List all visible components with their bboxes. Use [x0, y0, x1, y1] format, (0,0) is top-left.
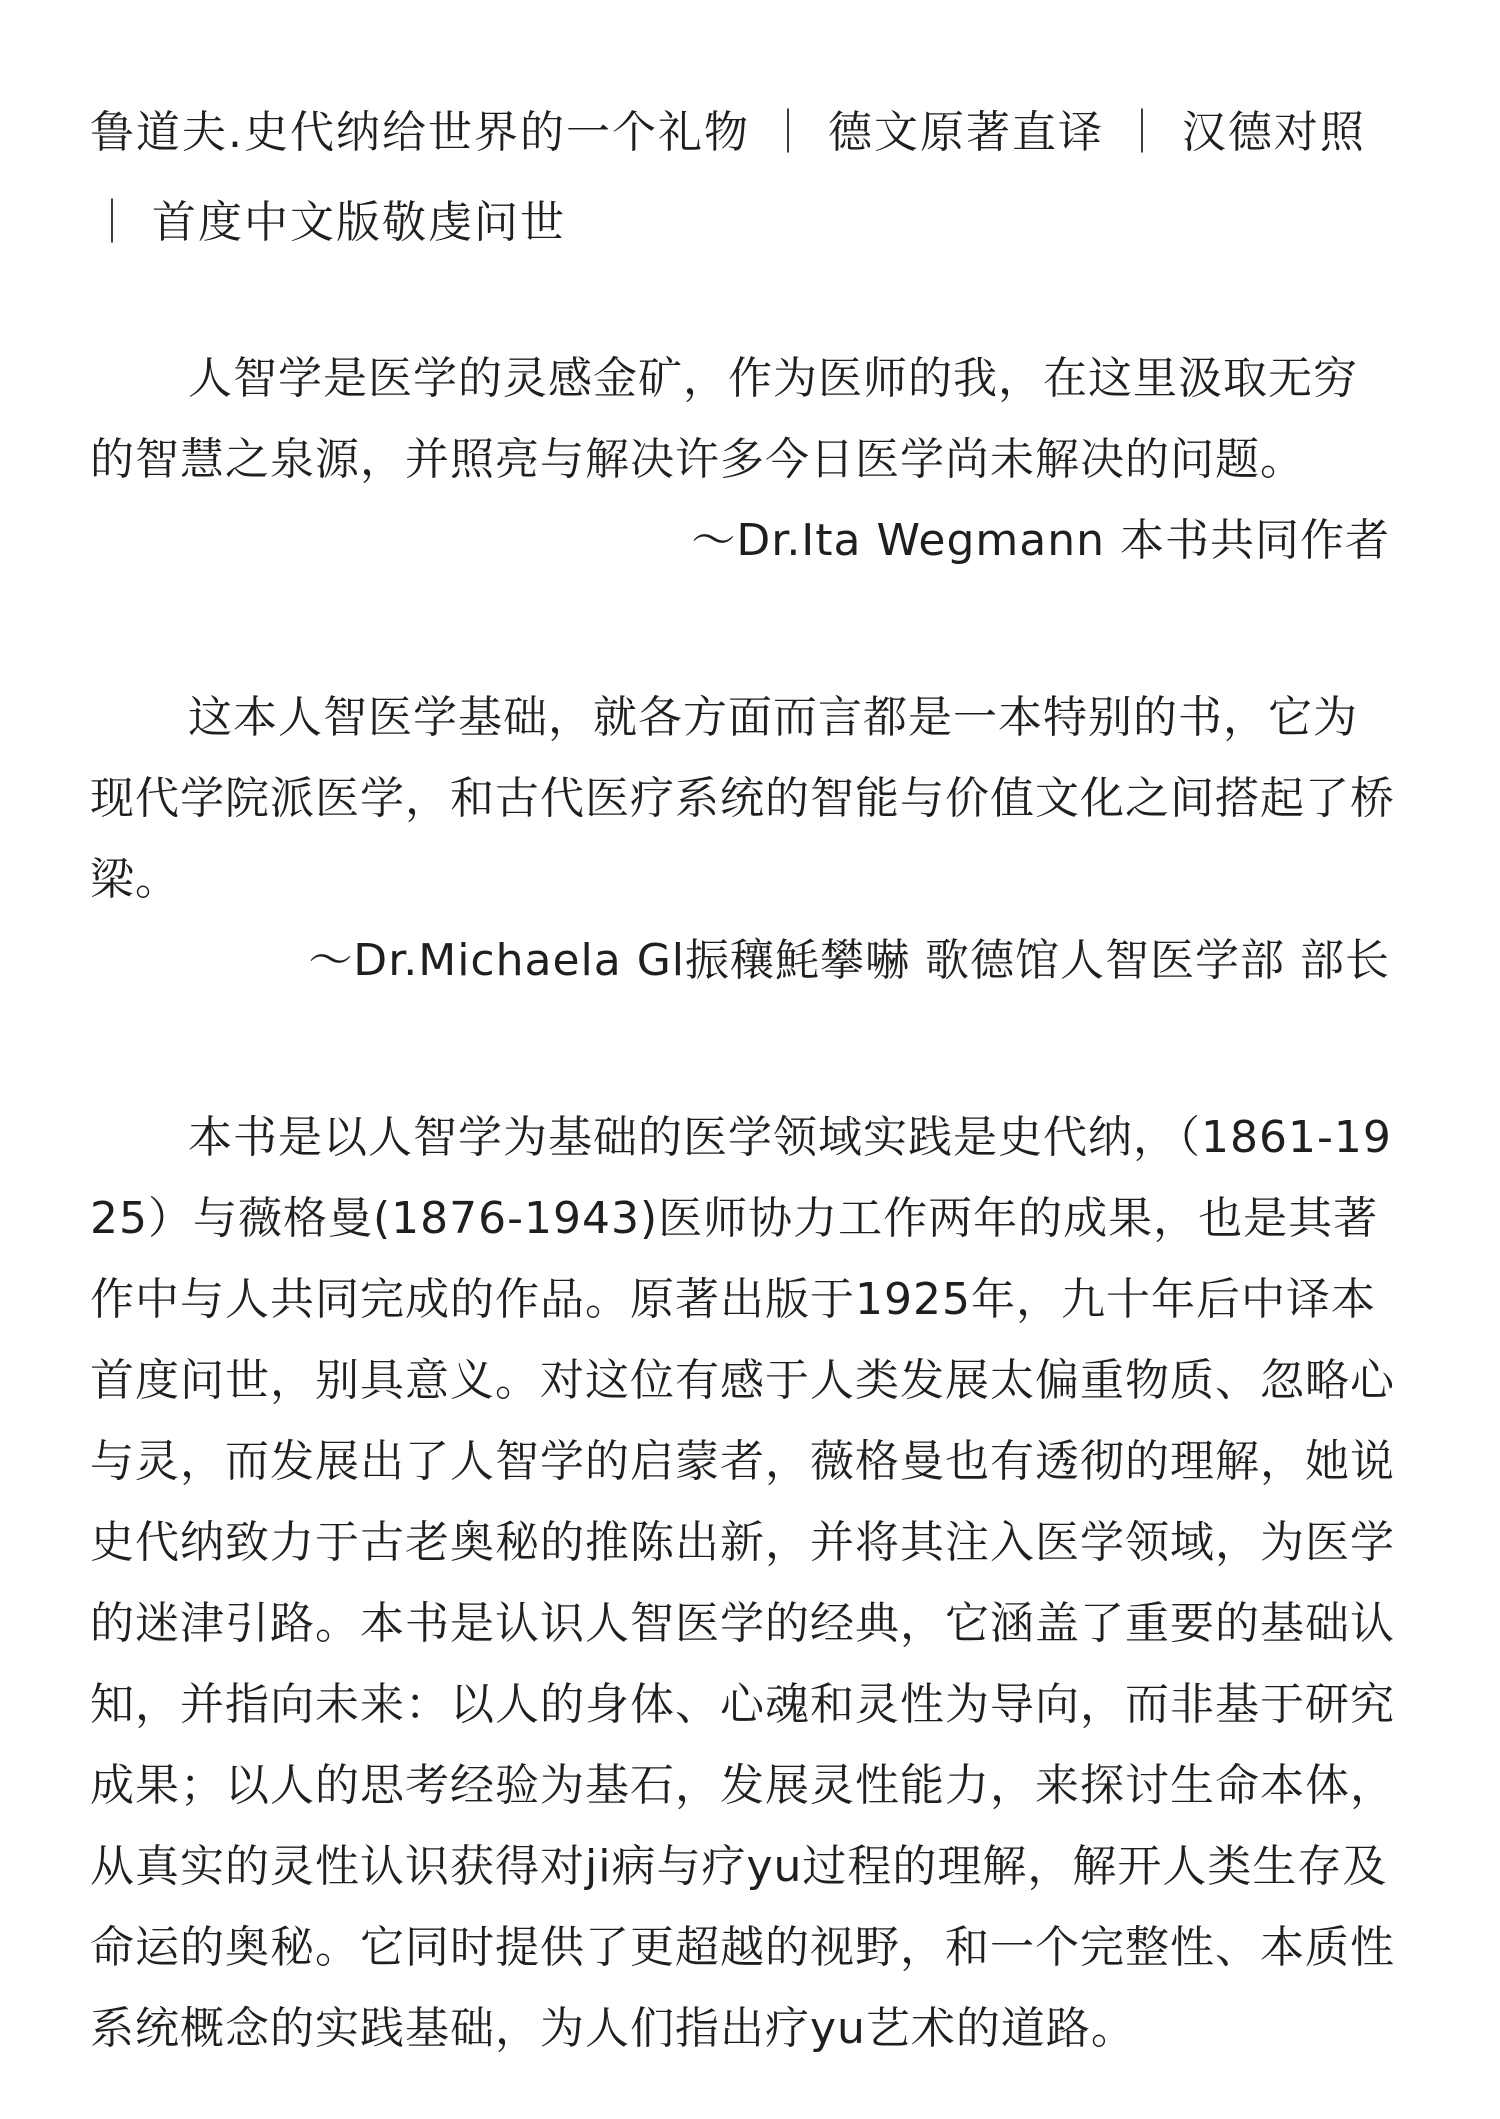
quote-attribution: ～Dr.Ita Wegmann 本书共同作者 — [691, 515, 1390, 566]
quote-wegmann — [90, 338, 1410, 581]
book-description — [90, 1097, 1410, 2069]
quote-text: 这本人智医学基础，就各方面而言都是一本特别的书，它为现代学院派医学，和古代医疗系统的智能与价值文化之间搭起了桥梁。 — [90, 692, 1395, 905]
quote-glockler — [90, 677, 1410, 1001]
document-page — [90, 88, 1410, 2069]
description-paragraph: 本书是以人智学为基础的医学领域实践是史代纳，（1861-1925）与薇格曼(1876-1943)医师协力工作两年的成果，也是其著作中与人共同完成的作品。原著出版于1925年，九十年后中译本首度问世，别具意义。对这位有感于人类发展太偏重物质、忽略心与灵，而发展出了人智学的启蒙者，薇格曼也有透彻的理解，她说史代纳致力于古老奥秘的推陈出新，并将其注入医学领域，为医学的迷津引路。本书是认识人智医学的经典，它涵盖了重要的基础认知，并指向未来：以人的身体、心魂和灵性为导向，而非基于研究成果；以人的思考经验为基石，发展灵性能力，来探讨生命本体，从真实的灵性认识获得对ji病与疗yu过程的理解，解开人类生存及命运的奥秘。它同时提供了更超越的视野，和一个完整性、本质性系统概念的实践基础，为人们指出疗yu艺术的道路。 — [90, 1112, 1395, 2054]
document-title: 鲁道夫.史代纳给世界的一个礼物 ｜ 德文原著直译 ｜ 汉德对照 ｜ 首度中文版敬虔问世 — [90, 107, 1366, 248]
quote-text: 人智学是医学的灵感金矿，作为医师的我，在这里汲取无穷的智慧之泉源，并照亮与解决许多今日医学尚未解决的问题。 — [90, 353, 1358, 485]
quote-attribution: ～Dr.Michaela Gl振穰魹攀嚇 歌德馆人智医学部 部长 — [308, 935, 1390, 986]
